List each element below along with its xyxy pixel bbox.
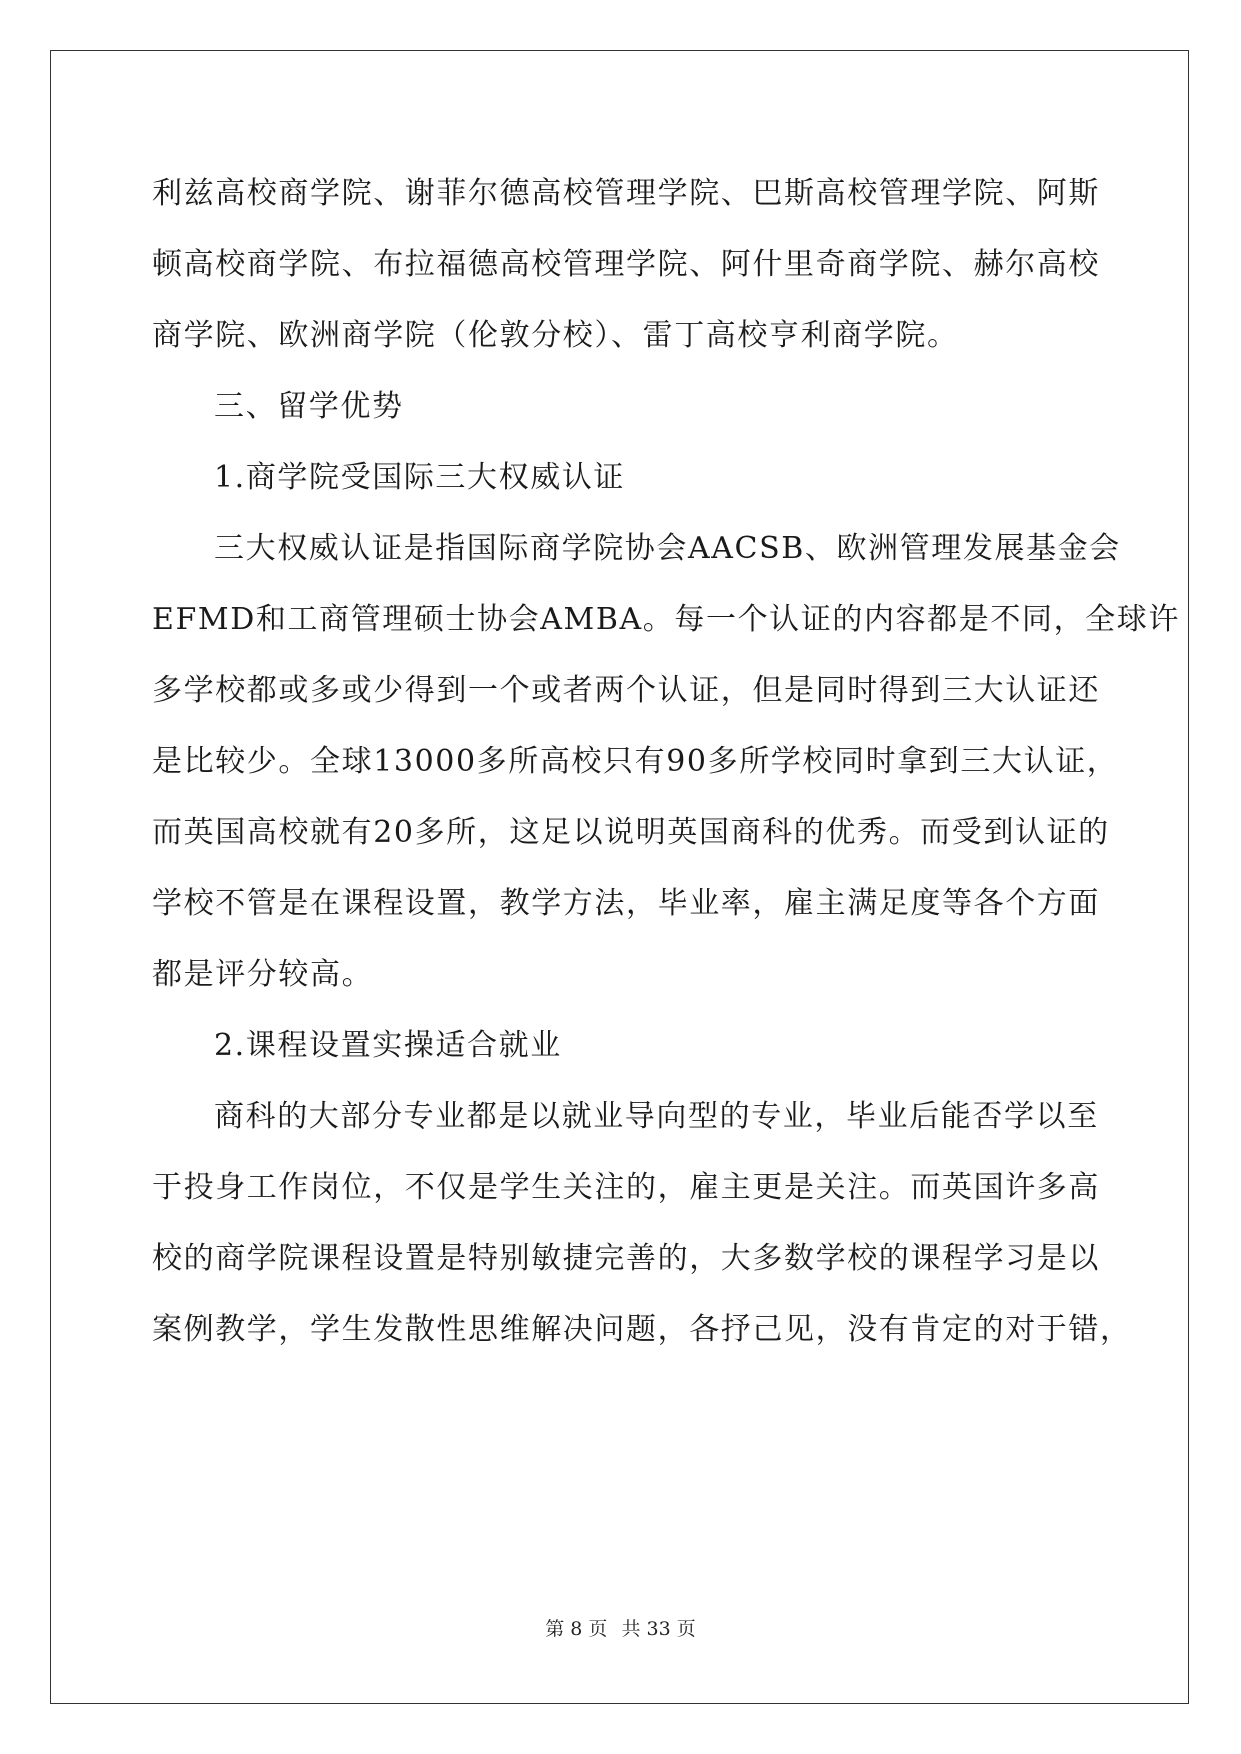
text-line: 顿高校商学院、布拉福德高校管理学院、阿什里奇商学院、赫尔高校: [152, 247, 1100, 282]
text-line: 多学校都或多或少得到一个或者两个认证，但是同时得到三大认证还: [152, 673, 1100, 708]
text-line: 而英国高校就有20多所，这足以说明英国商科的优秀。而受到认证的: [152, 815, 1110, 850]
text-line: 是比较少。全球13000多所高校只有90多所学校同时拿到三大认证，: [152, 744, 1119, 779]
text-line: 商科的大部分专业都是以就业导向型的专业，毕业后能否学以至: [214, 1099, 1099, 1134]
text-line: 利兹高校商学院、谢菲尔德高校管理学院、巴斯高校管理学院、阿斯: [152, 176, 1100, 211]
page-number: 第 8 页: [545, 1618, 608, 1640]
text-line: 都是评分较高。: [152, 957, 374, 992]
text-line: EFMD和工商管理硕士协会AMBA。每一个认证的内容都是不同，全球许: [152, 602, 1180, 637]
text-line: 于投身工作岗位，不仅是学生关注的，雇主更是关注。而英国许多高: [152, 1170, 1100, 1205]
page-total: 共 33 页: [621, 1618, 696, 1640]
subsection-heading: 2.课程设置实操适合就业: [214, 1028, 562, 1063]
section-heading: 三、留学优势: [214, 389, 404, 424]
text-line: 商学院、欧洲商学院（伦敦分校）、雷丁高校亨利商学院。: [152, 318, 959, 353]
text-line: 案例教学，学生发散性思维解决问题，各抒己见，没有肯定的对于错，: [152, 1312, 1132, 1347]
document-body: [152, 158, 1180, 1365]
page-footer: [0, 1614, 1241, 1641]
text-line: 三大权威认证是指国际商学院协会AACSB、欧洲管理发展基金会: [214, 531, 1121, 566]
text-line: 校的商学院课程设置是特别敏捷完善的，大多数学校的课程学习是以: [152, 1241, 1100, 1276]
subsection-heading: 1.商学院受国际三大权威认证: [214, 460, 626, 495]
text-line: 学校不管是在课程设置，教学方法，毕业率，雇主满足度等各个方面: [152, 886, 1100, 921]
